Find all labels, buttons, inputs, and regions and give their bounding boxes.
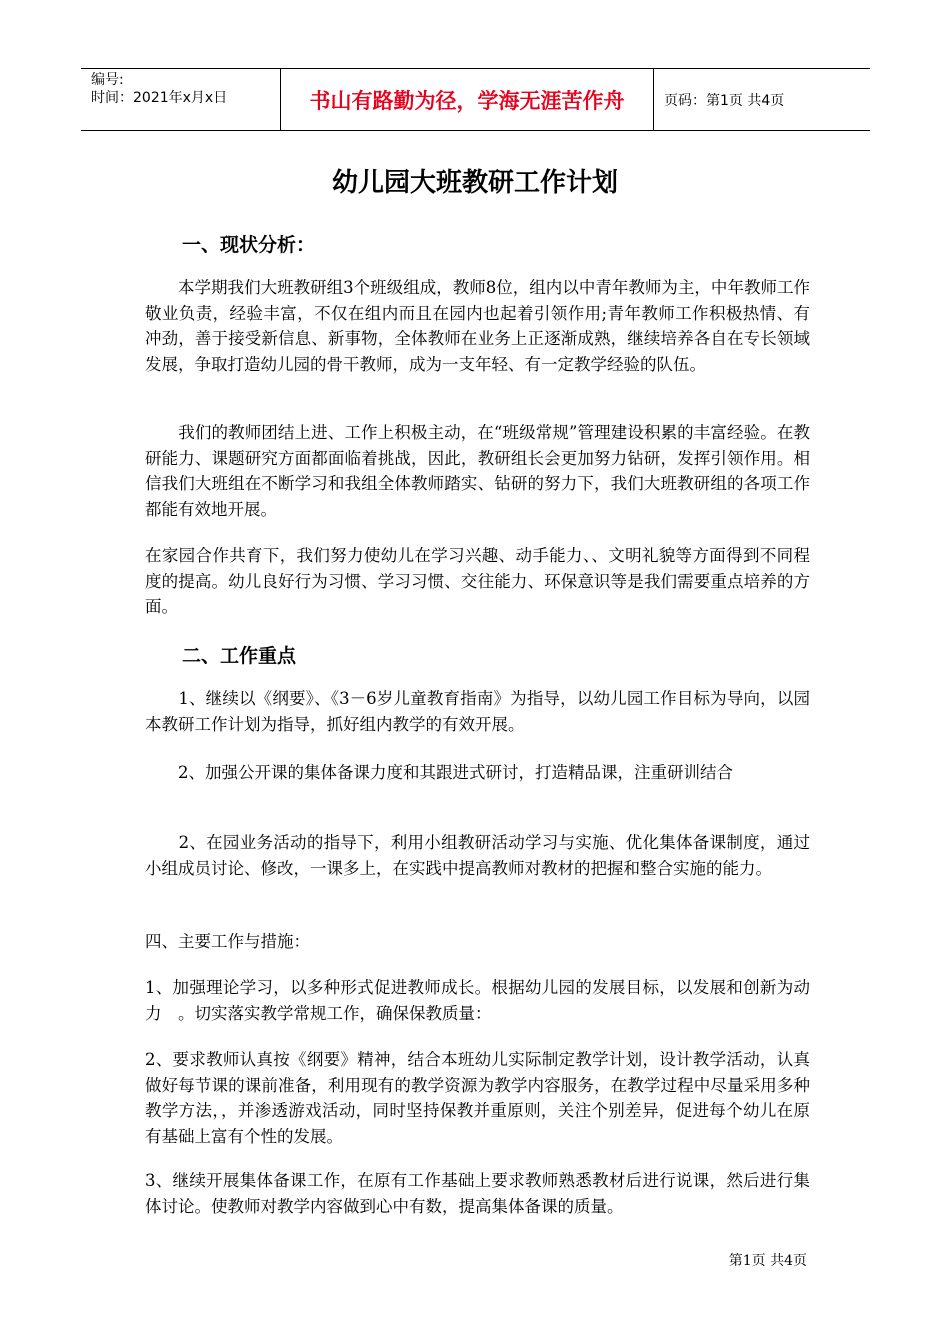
motto: 书山有路勤为径，学海无涯苦作舟 <box>309 88 625 113</box>
paragraph: 2、在园业务活动的指导下，利用小组教研活动学习与实施、优化集体备课制度，通过小组成员讨论、修改，一课多上，在实践中提高教师对教材的把握和整合实施的能力。 <box>145 833 810 878</box>
section-heading-1: 一、现状分析： <box>182 234 316 256</box>
section-heading-4: 四、主要工作与措施： <box>145 932 310 951</box>
paragraph: 在家园合作共育下，我们努力使幼儿在学习兴趣、动手能力、、文明礼貌等方面得到不同程度的提高。幼儿良好行为习惯、学习习惯、交往能力、环保意识等是我们需要重点培养的方面。 <box>145 546 810 616</box>
page-footer: 第1页 共4页 <box>728 1253 807 1269</box>
number-label: 编号: <box>91 72 124 88</box>
page-number-label: 页码：第1页 共4页 <box>664 92 785 109</box>
paragraph: 我们的教师团结上进、工作上积极主动，在“班级常规”管理建设积累的丰富经验。在教研能力、课题研究方面都面临着挑战，因此，教研组长会更加努力钻研，发挥引领作用。相信我们大班组在不断学习和我组全体教师踏实、钻研的努力下，我们大班教研组的各项工作都能有效地开展。 <box>145 423 810 519</box>
page-header <box>81 68 870 131</box>
paragraph: 本学期我们大班教研组3个班级组成，教师8位，组内以中青年教师为主，中年教师工作敬业负责，经验丰富，不仅在组内而且在园内也起着引领作用;青年教师工作积极热情、有冲劲，善于接受新信息、新事物，全体教师在业务上正逐渐成熟，继续培养各自在专长领域发展，争取打造幼儿园的骨干教师，成为一支年轻、有一定教学经验的队伍。 <box>145 278 810 374</box>
paragraph: 3、继续开展集体备课工作，在原有工作基础上要求教师熟悉教材后进行说课，然后进行集体讨论。使教师对教学内容做到心中有数，提高集体备课的质量。 <box>145 1171 810 1216</box>
section-heading-2: 二、工作重点 <box>182 645 297 667</box>
header-meta <box>81 69 281 130</box>
paragraph: 2、加强公开课的集体备课力度和其跟进式研讨，打造精品课，注重研训结合 <box>145 763 733 782</box>
document-title: 幼儿园大班教研工作计划 <box>331 168 618 198</box>
paragraph: 1、加强理论学习，以多种形式促进教师成长。根据幼儿园的发展目标，以发展和创新为动力 。切实落实教学常规工作，确保保教质量： <box>145 978 810 1023</box>
paragraph: 2、要求教师认真按《纲要》精神，结合本班幼儿实际制定教学计划，设计教学活动，认真做好每节课的课前准备，利用现有的教学资源为教学内容服务，在教学过程中尽量采用多种教学方法，，并渗透游戏活动，同时坚持保教并重原则，关注个别差异，促进每个幼儿在原有基础上富有个性的发展。 <box>145 1050 810 1146</box>
paragraph: 1、继续以《纲要》、《3－6岁儿童教育指南》为指导，以幼儿园工作目标为导向，以园本教研工作计划为指导，抓好组内教学的有效开展。 <box>145 689 810 734</box>
header-motto-cell <box>281 69 654 130</box>
time-label: 时间：2021年x月x日 <box>91 90 228 106</box>
